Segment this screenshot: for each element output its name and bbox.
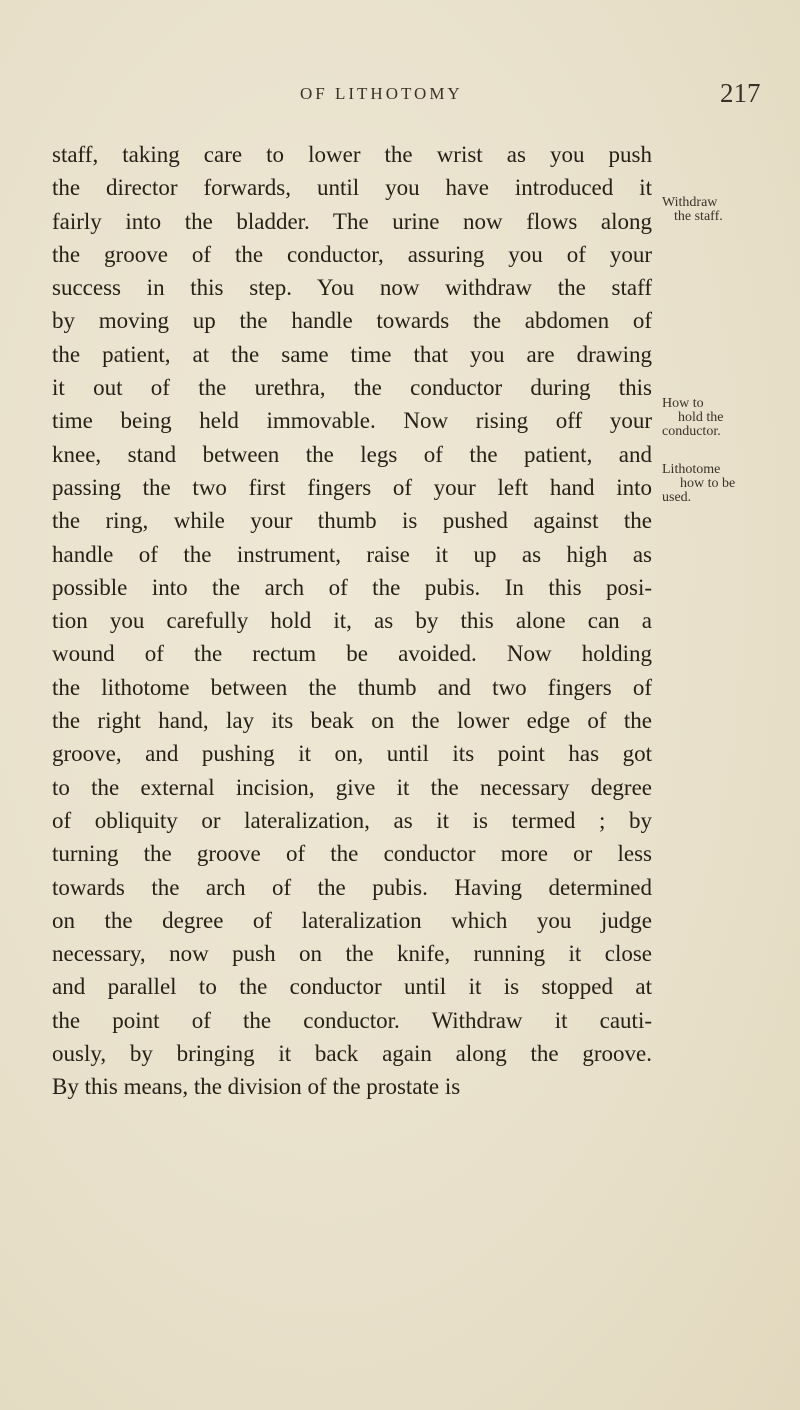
margin-note-line: conductor. (662, 424, 721, 439)
running-head (0, 80, 800, 110)
text-line: to the external incision, give it the necessary degree (52, 774, 652, 800)
text-line: on the degree of lateralization which you judge (52, 907, 652, 933)
margin-note-line: used. (662, 490, 692, 505)
text-line: the director forwards, until you have introduced it (52, 175, 652, 201)
text-line: time being held immovable. Now rising off your (52, 408, 652, 434)
text-line: staff, taking care to lower the wrist as you push (52, 142, 652, 167)
text-line: groove, and pushing it on, until its point has got (52, 741, 652, 767)
text-line: passing the two first fingers of your left hand into (52, 474, 652, 500)
text-line: necessary, now push on the knife, running it close (52, 941, 652, 967)
text-line: the lithotome between the thumb and two fingers of (52, 674, 652, 700)
text-line: of obliquity or lateralization, as it is termed ; by (52, 807, 652, 833)
margin-note-line: how to be (680, 476, 736, 491)
text-line: and parallel to the conductor until it is stopped at (52, 974, 652, 1000)
text-line: handle of the instrument, raise it up as high as (52, 541, 652, 567)
text-line: by moving up the handle towards the abdomen of (52, 308, 652, 334)
text-line: fairly into the bladder. The urine now flows along (52, 208, 652, 234)
text-line: the right hand, lay its beak on the lower edge of the (52, 708, 652, 734)
margin-note-hold-conductor (662, 397, 796, 439)
text-line: the patient, at the same time that you are drawing (52, 341, 652, 367)
text-line: ously, by bringing it back again along the groove. (52, 1041, 652, 1067)
text-line: turning the groove of the conductor more or less (52, 841, 652, 867)
margin-note-lithotome (662, 463, 796, 505)
margin-note-line: Withdraw (662, 195, 718, 210)
text-line: success in this step. You now withdraw the staff (52, 275, 652, 301)
text-line: knee, stand between the legs of the patient, and (52, 441, 652, 467)
text-line: towards the arch of the pubis. Having determined (52, 874, 652, 900)
text-line: tion you carefully hold it, as by this alone can a (52, 608, 652, 634)
body-text (52, 138, 652, 1104)
text-line: it out of the urethra, the conductor during this (52, 375, 652, 401)
margin-note-line: the staff. (674, 209, 723, 224)
text-line: the ring, while your thumb is pushed against the (52, 508, 652, 534)
margin-note-line: How to (662, 396, 704, 411)
running-title: OF LITHOTOMY (300, 84, 463, 103)
margin-note-withdraw-staff (662, 196, 796, 224)
margin-note-line: Lithotome (662, 462, 721, 477)
margin-note-line: hold the (678, 410, 724, 425)
page-number: 217 (720, 78, 761, 108)
text-line: the groove of the conductor, assuring you of your (52, 241, 652, 267)
text-line: the point of the conductor. Withdraw it cauti- (52, 1007, 652, 1033)
text-line: By this means, the division of the prostate is (52, 1074, 461, 1100)
text-line: possible into the arch of the pubis. In this posi- (52, 574, 652, 600)
text-line: wound of the rectum be avoided. Now holding (52, 641, 652, 667)
